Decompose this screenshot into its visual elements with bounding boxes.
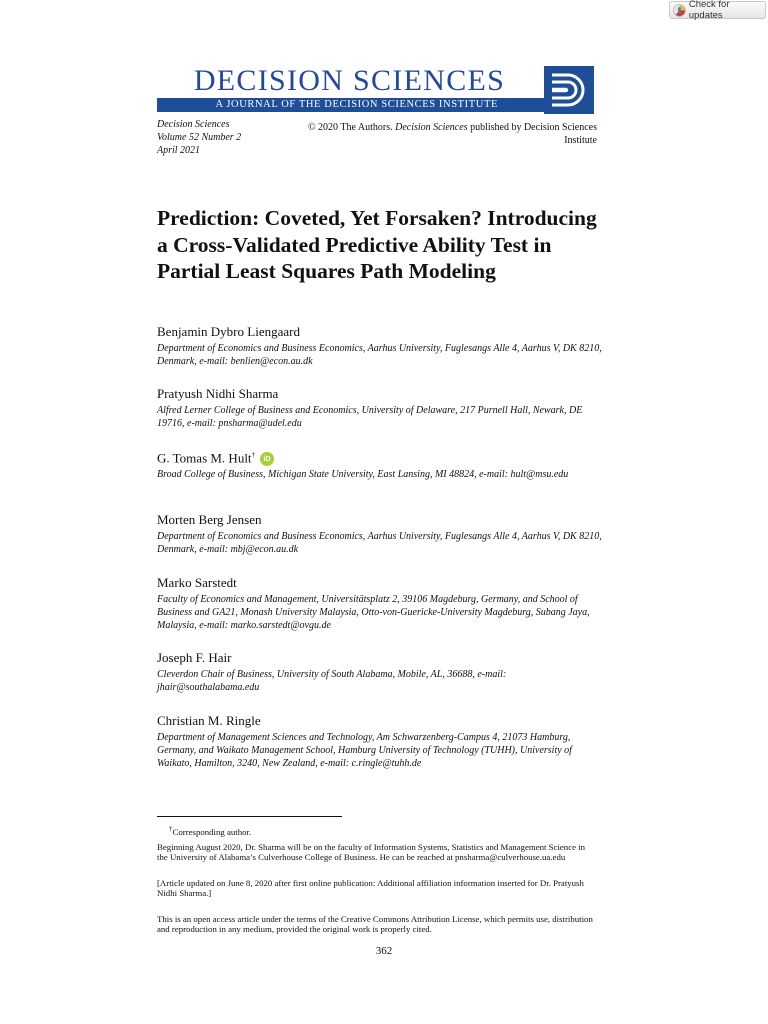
author-name: Christian M. Ringle bbox=[157, 713, 261, 728]
author-affiliation: Department of Management Sciences and Technology, Am Schwarzenberg-Campus 4, 21073 Hamburg, Germany, and Waikato Management School, Hamburg University of Technology (TUHH), University of Waikato, Hamilton, 3240, New Zealand, e-mail: c.ringle@tuhh.de bbox=[157, 732, 572, 769]
journal-name: DECISION SCIENCES bbox=[193, 64, 506, 97]
author-block bbox=[157, 650, 602, 694]
footnote-license: This is an open access article under the terms of the Creative Commons Attribution License, which permits use, distribution and reproduction in any medium, provided the original work is properly cited. bbox=[157, 914, 593, 935]
author-block bbox=[157, 386, 602, 430]
copyright-journal: Decision Sciences bbox=[395, 122, 468, 133]
journal-meta bbox=[157, 118, 241, 157]
author-block bbox=[157, 575, 602, 632]
copyright-post: published by Decision Sciences Institute bbox=[467, 122, 597, 146]
meta-date: April 2021 bbox=[157, 145, 201, 156]
orcid-icon[interactable]: iD bbox=[260, 452, 274, 466]
author-name: Pratyush Nidhi Sharma bbox=[157, 386, 279, 401]
author-name: G. Tomas M. Hult bbox=[157, 450, 252, 466]
journal-logo bbox=[544, 66, 594, 114]
copyright-pre: © 2020 The Authors. bbox=[307, 122, 396, 133]
author-block bbox=[157, 447, 602, 481]
author-name-line bbox=[157, 447, 602, 466]
journal-subtitle-bar: A JOURNAL OF THE DECISION SCIENCES INSTITUTE bbox=[157, 98, 544, 112]
footnote-corresponding-text: Corresponding author. bbox=[172, 826, 252, 837]
author-affiliation: Department of Economics and Business Economics, Aarhus University, Fuglesangs Alle 4, Aarhus V, DK 8210, Denmark, e-mail: mbj@econ.au.dk bbox=[157, 531, 602, 555]
check-for-updates-label: Check for updates bbox=[688, 0, 730, 21]
author-block bbox=[157, 512, 602, 556]
author-affiliation: Cleverdon Chair of Business, University of South Alabama, Mobile, AL, 36688, e-mail: jhair@southalabama.edu bbox=[157, 669, 507, 693]
author-name: Joseph F. Hair bbox=[157, 650, 232, 665]
author-affiliation: Broad College of Business, Michigan State University, East Lansing, MI 48824, e-mail: hult@msu.edu bbox=[157, 469, 569, 481]
author-name: Benjamin Dybro Liengaard bbox=[157, 324, 300, 339]
corresponding-mark: † bbox=[251, 451, 256, 459]
author-name: Morten Berg Jensen bbox=[157, 512, 262, 527]
footnote-rule bbox=[157, 816, 342, 817]
footnote-mark: † bbox=[169, 825, 173, 833]
footnote-update: [Article updated on June 8, 2020 after first online publication: Additional affiliation information inserted for Dr. Pratyush Nidhi Sharma.] bbox=[157, 878, 584, 899]
page-number: 362 bbox=[375, 945, 393, 957]
article-title: Prediction: Coveted, Yet Forsaken? Introducing a Cross-Validated Predictive Ability Test in Partial Least Squares Path Modeling bbox=[157, 206, 597, 283]
author-affiliation: Faculty of Economics and Management, Universitätsplatz 2, 39106 Magdeburg, Germany, and School of Business and GA21, Monash University Malaysia, Otto-von-Guericke-University Magdeburg, Subang Jaya, Malaysia, e-mail: marko.sarstedt@ovgu.de bbox=[157, 594, 590, 631]
author-affiliation: Alfred Lerner College of Business and Economics, University of Delaware, 217 Purnell Hall, Newark, DE 19716, e-mail: pnsharma@udel.edu bbox=[157, 405, 583, 429]
meta-volume: Volume 52 Number 2 bbox=[157, 132, 242, 143]
crossmark-icon bbox=[673, 4, 686, 17]
footnote-corresponding bbox=[157, 824, 597, 837]
author-block bbox=[157, 324, 602, 368]
author-block bbox=[157, 713, 602, 770]
author-affiliation: Department of Economics and Business Economics, Aarhus University, Fuglesangs Alle 4, Aarhus V, DK 8210, Denmark, e-mail: benlien@econ.au.dk bbox=[157, 343, 602, 367]
footnote-sharma: Beginning August 2020, Dr. Sharma will be on the faculty of Information Systems, Statistics and Management Science in the University of Alabama’s Culverhouse College of Business. He can be reached at pnsharma@culverhouse.ua.edu bbox=[157, 842, 586, 863]
copyright-notice bbox=[296, 121, 597, 147]
meta-journal: Decision Sciences bbox=[157, 119, 230, 130]
author-name: Marko Sarstedt bbox=[157, 575, 237, 590]
check-for-updates-button[interactable] bbox=[669, 1, 766, 19]
